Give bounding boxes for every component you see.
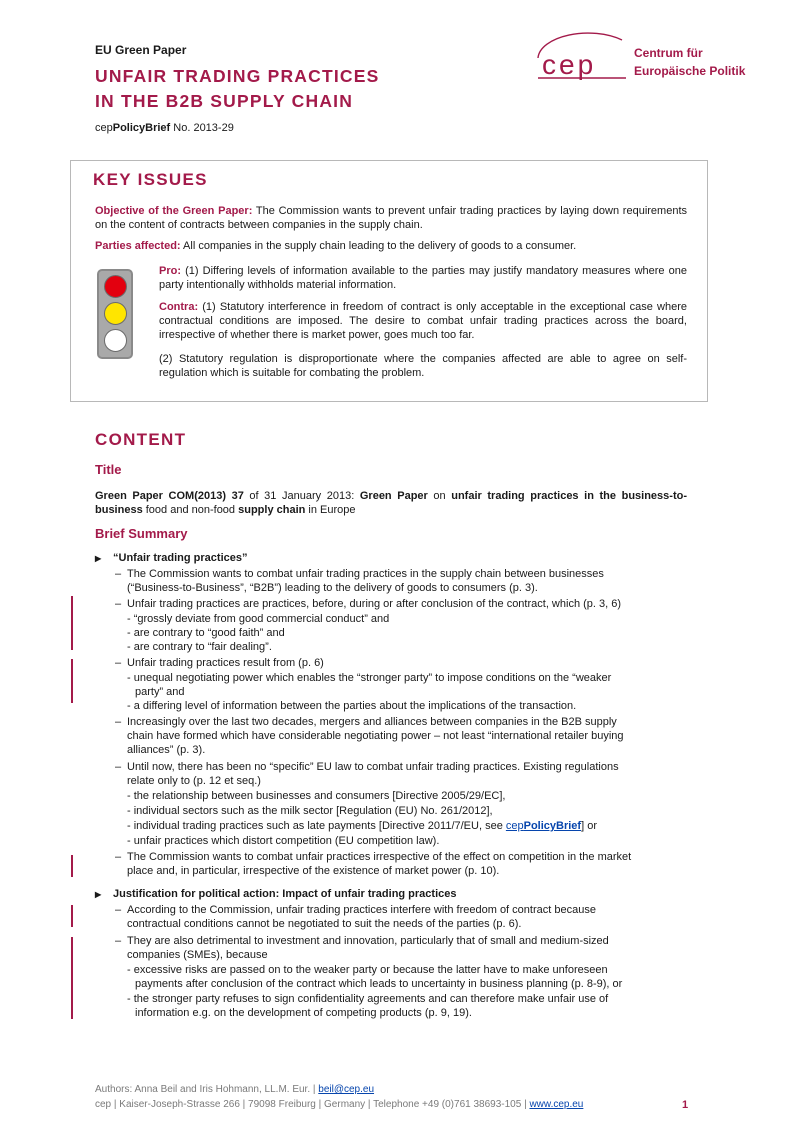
summary-heading: Brief Summary (95, 526, 188, 541)
revision-bar (71, 659, 73, 703)
pro-paragraph (159, 264, 687, 292)
objective-text: The Commission wants to prevent unfair trading practices by laying down requirements on the content of contracts between companies in the supply chain. (95, 205, 688, 231)
list-item-cont: contractual conditions cannot be negotiated to suit the needs of the parties (p. 6). (127, 918, 522, 930)
document-title (95, 64, 380, 114)
parties-label: Parties affected: (95, 240, 181, 252)
list-item: – Until now, there has been no “specific” EU law to combat unfair trading practices. Existing regulations (127, 760, 687, 774)
parties-paragraph (95, 239, 687, 253)
list-item: – Unfair trading practices result from (p. 6) (127, 656, 687, 670)
sub-item: - a differing level of information between the parties about the implications of the transaction. (127, 700, 577, 712)
footer-authors (95, 1083, 374, 1096)
title-a: Green Paper COM(2013) 37 (95, 490, 244, 502)
title-e: unfair trading practices in the business-to-business (95, 490, 687, 516)
title-c: Green Paper (359, 490, 428, 502)
contra-paragraph (159, 300, 687, 342)
link-text-a: cep (505, 820, 524, 832)
email-link[interactable]: beil@cep.eu (318, 1084, 375, 1095)
title-line-2: IN THE B2B SUPPLY CHAIN (95, 91, 354, 111)
title-h: in Europe (305, 504, 356, 516)
list-item-cont: alliances” (p. 3). (127, 744, 206, 756)
triangle-bullet-icon: ▶ (95, 890, 102, 899)
policy-brief-number (95, 121, 234, 135)
key-issues-heading: KEY ISSUES (93, 170, 208, 189)
bullet-2-text: Justification for political action: Impact of unfair trading practices (113, 888, 457, 900)
triangle-bullet-icon: ▶ (95, 554, 102, 563)
white-light (104, 329, 127, 352)
yellow-light (104, 302, 127, 325)
brief-prefix: cep (95, 122, 113, 134)
list-item: – They are also detrimental to investment and innovation, particularly that of small and medium-sized (127, 934, 687, 948)
policy-brief-link[interactable] (506, 820, 581, 832)
bullet-1-text: “Unfair trading practices” (113, 552, 248, 564)
pro-label: Pro: (159, 265, 181, 277)
bullet-justification (95, 887, 457, 902)
list-item-cont: companies (SMEs), because (127, 949, 268, 961)
sub-item-text-end: ] or (581, 820, 597, 832)
sub-item: - unequal negotiating power which enables the “stronger party” to impose conditions on the “weaker (127, 672, 612, 684)
sub-item: - are contrary to “fair dealing”. (127, 641, 272, 653)
title-f: food and non-food (142, 504, 239, 516)
sub-item: - individual sectors such as the milk sector [Regulation (EU) No. 261/2012], (127, 805, 493, 817)
brief-bold: PolicyBrief (112, 122, 171, 134)
objective-paragraph (95, 204, 687, 232)
logo-mark: cep (542, 49, 597, 80)
content-heading: CONTENT (95, 430, 187, 449)
list-item-cont: (“Business-to-Business”, “B2B”) leading to the delivery of goods to consumers (p. 3). (127, 582, 538, 594)
title-line-1: UNFAIR TRADING PRACTICES (95, 66, 380, 86)
objective-label: Objective of the Green Paper: (95, 205, 253, 217)
sub-item (127, 819, 687, 833)
list-item: – The Commission wants to combat unfair trading practices in the supply chain between businesses (127, 567, 687, 581)
link-text-b: PolicyBrief (523, 820, 582, 832)
website-link[interactable]: www.cep.eu (529, 1099, 584, 1110)
title-heading: Title (95, 462, 122, 477)
sub-item: - are contrary to “good faith” and (127, 627, 285, 639)
revision-bar (71, 596, 73, 650)
list-item: – According to the Commission, unfair trading practices interfere with freedom of contract because (127, 903, 687, 917)
revision-bar (71, 905, 73, 927)
sub-item-cont: party” and (135, 686, 185, 698)
footer-address (95, 1098, 583, 1111)
title-g: supply chain (238, 504, 306, 516)
key-issues-box (70, 160, 708, 402)
document-kicker: EU Green Paper (95, 43, 187, 57)
list-item-cont: chain have formed which have considerable negotiating power – not least “international retailer buying (127, 730, 624, 742)
pro-text: (1) Differing levels of information available to the parties may justify mandatory measures where one party intentionally withholds material information. (159, 265, 687, 291)
title-paragraph (95, 489, 687, 517)
list-item-cont: place and, in particular, irrespective of the existence of market power (p. 10). (127, 865, 500, 877)
list-item: – Unfair trading practices are practices, before, during or after conclusion of the contract, which (p. 3, 6) (127, 597, 687, 611)
org-name-line-2: Europäische Politik (634, 64, 746, 78)
address-text: cep | Kaiser-Joseph-Strasse 266 | 79098 Freiburg | Germany | Telephone +49 (0)761 38693-105 | (95, 1099, 530, 1110)
title-b: of 31 January 2013: (243, 490, 360, 502)
sub-item-cont: payments after conclusion of the contract which leads to uncertainty in business planning (p. 8-9), or (135, 978, 623, 990)
red-light (104, 275, 127, 298)
org-name (634, 44, 745, 80)
brief-suffix: No. 2013-29 (170, 122, 234, 134)
sub-item: - the stronger party refuses to sign confidentiality agreements and can therefore make unfair use of (127, 993, 609, 1005)
sub-item: - unfair practices which distort competition (EU competition law). (127, 835, 440, 847)
revision-bar (71, 855, 73, 877)
sub-item: - the relationship between businesses and consumers [Directive 2005/29/EC], (127, 790, 506, 802)
org-name-line-1: Centrum für (634, 46, 703, 60)
authors-text: Authors: Anna Beil and Iris Hohmann, LL.M. Eur. | (95, 1084, 319, 1095)
title-d: on (427, 490, 452, 502)
list-item: – The Commission wants to combat unfair practices irrespective of the effect on competition in the market (127, 850, 687, 864)
revision-bar (71, 937, 73, 1019)
sub-item-cont: information e.g. on the development of competing products (p. 9, 19). (135, 1007, 472, 1019)
list-item: – Increasingly over the last two decades, mergers and alliances between companies in the B2B supply (127, 715, 687, 729)
contra-label: Contra: (159, 301, 199, 313)
sub-item: - “grossly deviate from good commercial conduct” and (127, 613, 390, 625)
contra-text: (1) Statutory interference in freedom of contract is only acceptable in the exceptional case where contractual conditions are imposed. The desire to combat unfair trading practices across the board, irrespective of whether there is market power, goes much too far. (159, 301, 687, 341)
contra-2-paragraph: (2) Statutory regulation is disproportionate where the companies affected are able to agree on self-regulation which is suitable for combating the problem. (159, 353, 687, 379)
traffic-light-icon (97, 269, 133, 359)
parties-text: All companies in the supply chain leading to the delivery of goods to a consumer. (180, 240, 577, 252)
sub-item-text: - individual trading practices such as late payments [Directive 2011/7/EU, see (127, 820, 506, 832)
bullet-unfair-trading-practices (95, 551, 247, 566)
list-item-cont: relate only to (p. 12 et seq.) (127, 775, 261, 787)
page-number: 1 (682, 1099, 689, 1111)
sub-item: - excessive risks are passed on to the weaker party or because the latter have to make unforeseen (127, 964, 608, 976)
